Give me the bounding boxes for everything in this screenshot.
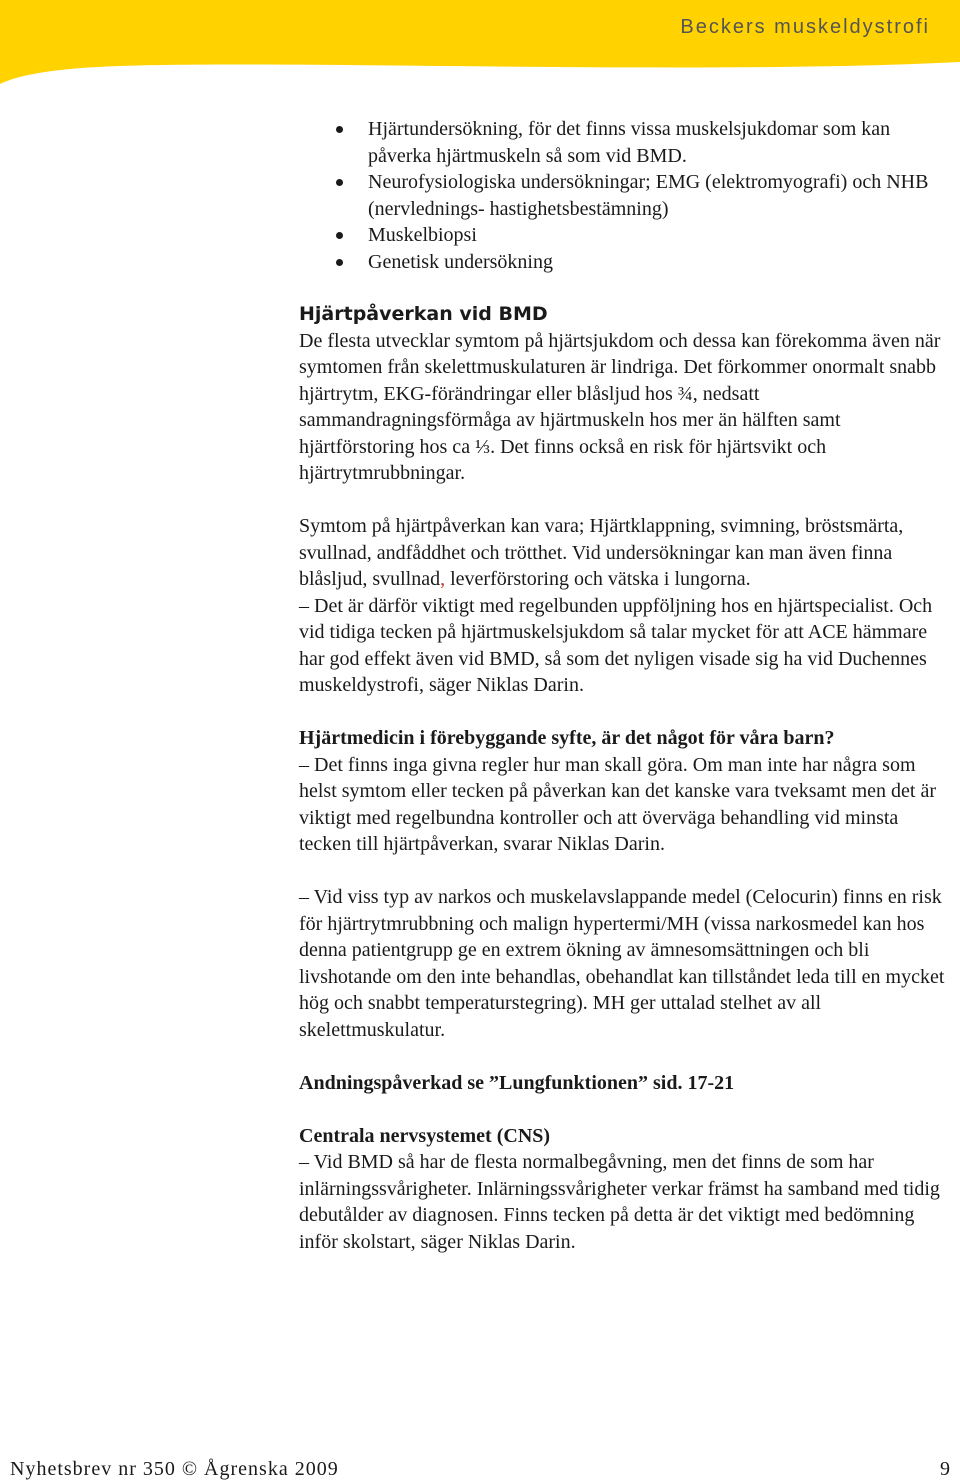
header-banner (0, 0, 960, 90)
section-heading: Hjärtmedicin i förebyggande syfte, är det något för våra barn? (299, 727, 835, 749)
article-body (299, 116, 954, 1282)
bullet-icon (336, 126, 343, 133)
bullet-icon (336, 259, 343, 266)
paragraph: De flesta utvecklar symtom på hjärtsjukdom och dessa kan förekomma även när symtomen från skelettmuskulaturen är lindriga. Det förkommer onormalt snabb hjärtrytm, EKG-förändringar eller blåsljud hos ¾, nedsatt sammandragningsförmåga av hjärtmuskeln hos mer än hälften samt hjärtförstoring hos ca ⅓. Det finns också en risk för hjärtsvikt och hjärtrytmrubbningar. (299, 329, 941, 484)
paragraph: – Vid BMD så har de flesta normalbegåvning, men det finns de som har inlärningssvårigheter. Inlärningssvårigheter verkar främst ha samband med tidig debutålder av diagnosen. Finns tecken på detta är det viktigt med bedömning inför skolstart, säger Niklas Darin. (299, 1151, 940, 1253)
cns-section (299, 1123, 954, 1256)
footer-credit: Nyhetsbrev nr 350 © Ågrenska 2009 (10, 1458, 339, 1480)
paragraph: – Det är därför viktigt med regelbunden uppföljning hos en hjärtspecialist. Och vid tidiga tecken på hjärtmuskelsjukdom så talar mycket för att ACE hämmare har god effekt även vid BMD, så som det nyligen visade sig ha vid Duchennes muskeldystrofi, säger Niklas Darin. (299, 594, 933, 696)
list-item: Hjärtundersökning, för det finns vissa muskelsjukdomar som kan påverka hjärtmuskeln så som vid BMD. (299, 116, 954, 169)
breathing-section (299, 1070, 954, 1097)
header-title: Beckers muskeldystrofi (680, 16, 930, 38)
section-heading: Andningspåverkad se ”Lungfunktionen” sid. 17-21 (299, 1071, 735, 1094)
bullet-icon (336, 232, 343, 239)
heart-section (299, 301, 954, 487)
medicine-section (299, 725, 954, 858)
highlight-comma: , (440, 568, 446, 590)
bullet-list (299, 116, 954, 275)
paragraph: – Vid viss typ av narkos och muskelavslappande medel (Celocurin) finns en risk för hjärtrytmrubbning och malign hypertermi/MH (vissa narkosmedel kan hos denna patientgrupp ge en extrem ökning av ämnesomsättningen och bli livshotande om den inte behandlas, obehandlat kan tillståndet leda till en mycket hög och snabbt temperaturstegring). MH ger uttalad stelhet av all skelettmuskulatur. (299, 886, 945, 1041)
paragraph: – Det finns inga givna regler hur man skall göra. Om man inte har några som helst symtom eller tecken på påverkan kan det kanske vara tveksamt men det är viktigt med regelbundna kontroller och att överväga behandling vid minsta tecken till hjärtpåverkan, svarar Niklas Darin. (299, 753, 936, 855)
header-banner-shape (0, 0, 960, 90)
paragraph: Symtom på hjärtpåverkan kan vara; Hjärtklappning, svimning, bröstsmärta, svullnad, andfåddhet och trötthet. Vid undersökningar kan man även finna blåsljud, svullnad, leverförstoring och vätska i lungorna. (299, 515, 904, 590)
section-heading: Hjärtpåverkan vid BMD (299, 303, 548, 325)
page-number: 9 (940, 1458, 950, 1480)
bullet-icon (336, 179, 343, 186)
section-heading: Centrala nervsystemet (CNS) (299, 1124, 551, 1147)
list-item: Neurofysiologiska undersökningar; EMG (elektromyografi) och NHB (nervlednings- hastighetsbestämning) (299, 169, 954, 222)
list-item: Genetisk undersökning (299, 249, 954, 276)
list-item: Muskelbiopsi (299, 222, 954, 249)
